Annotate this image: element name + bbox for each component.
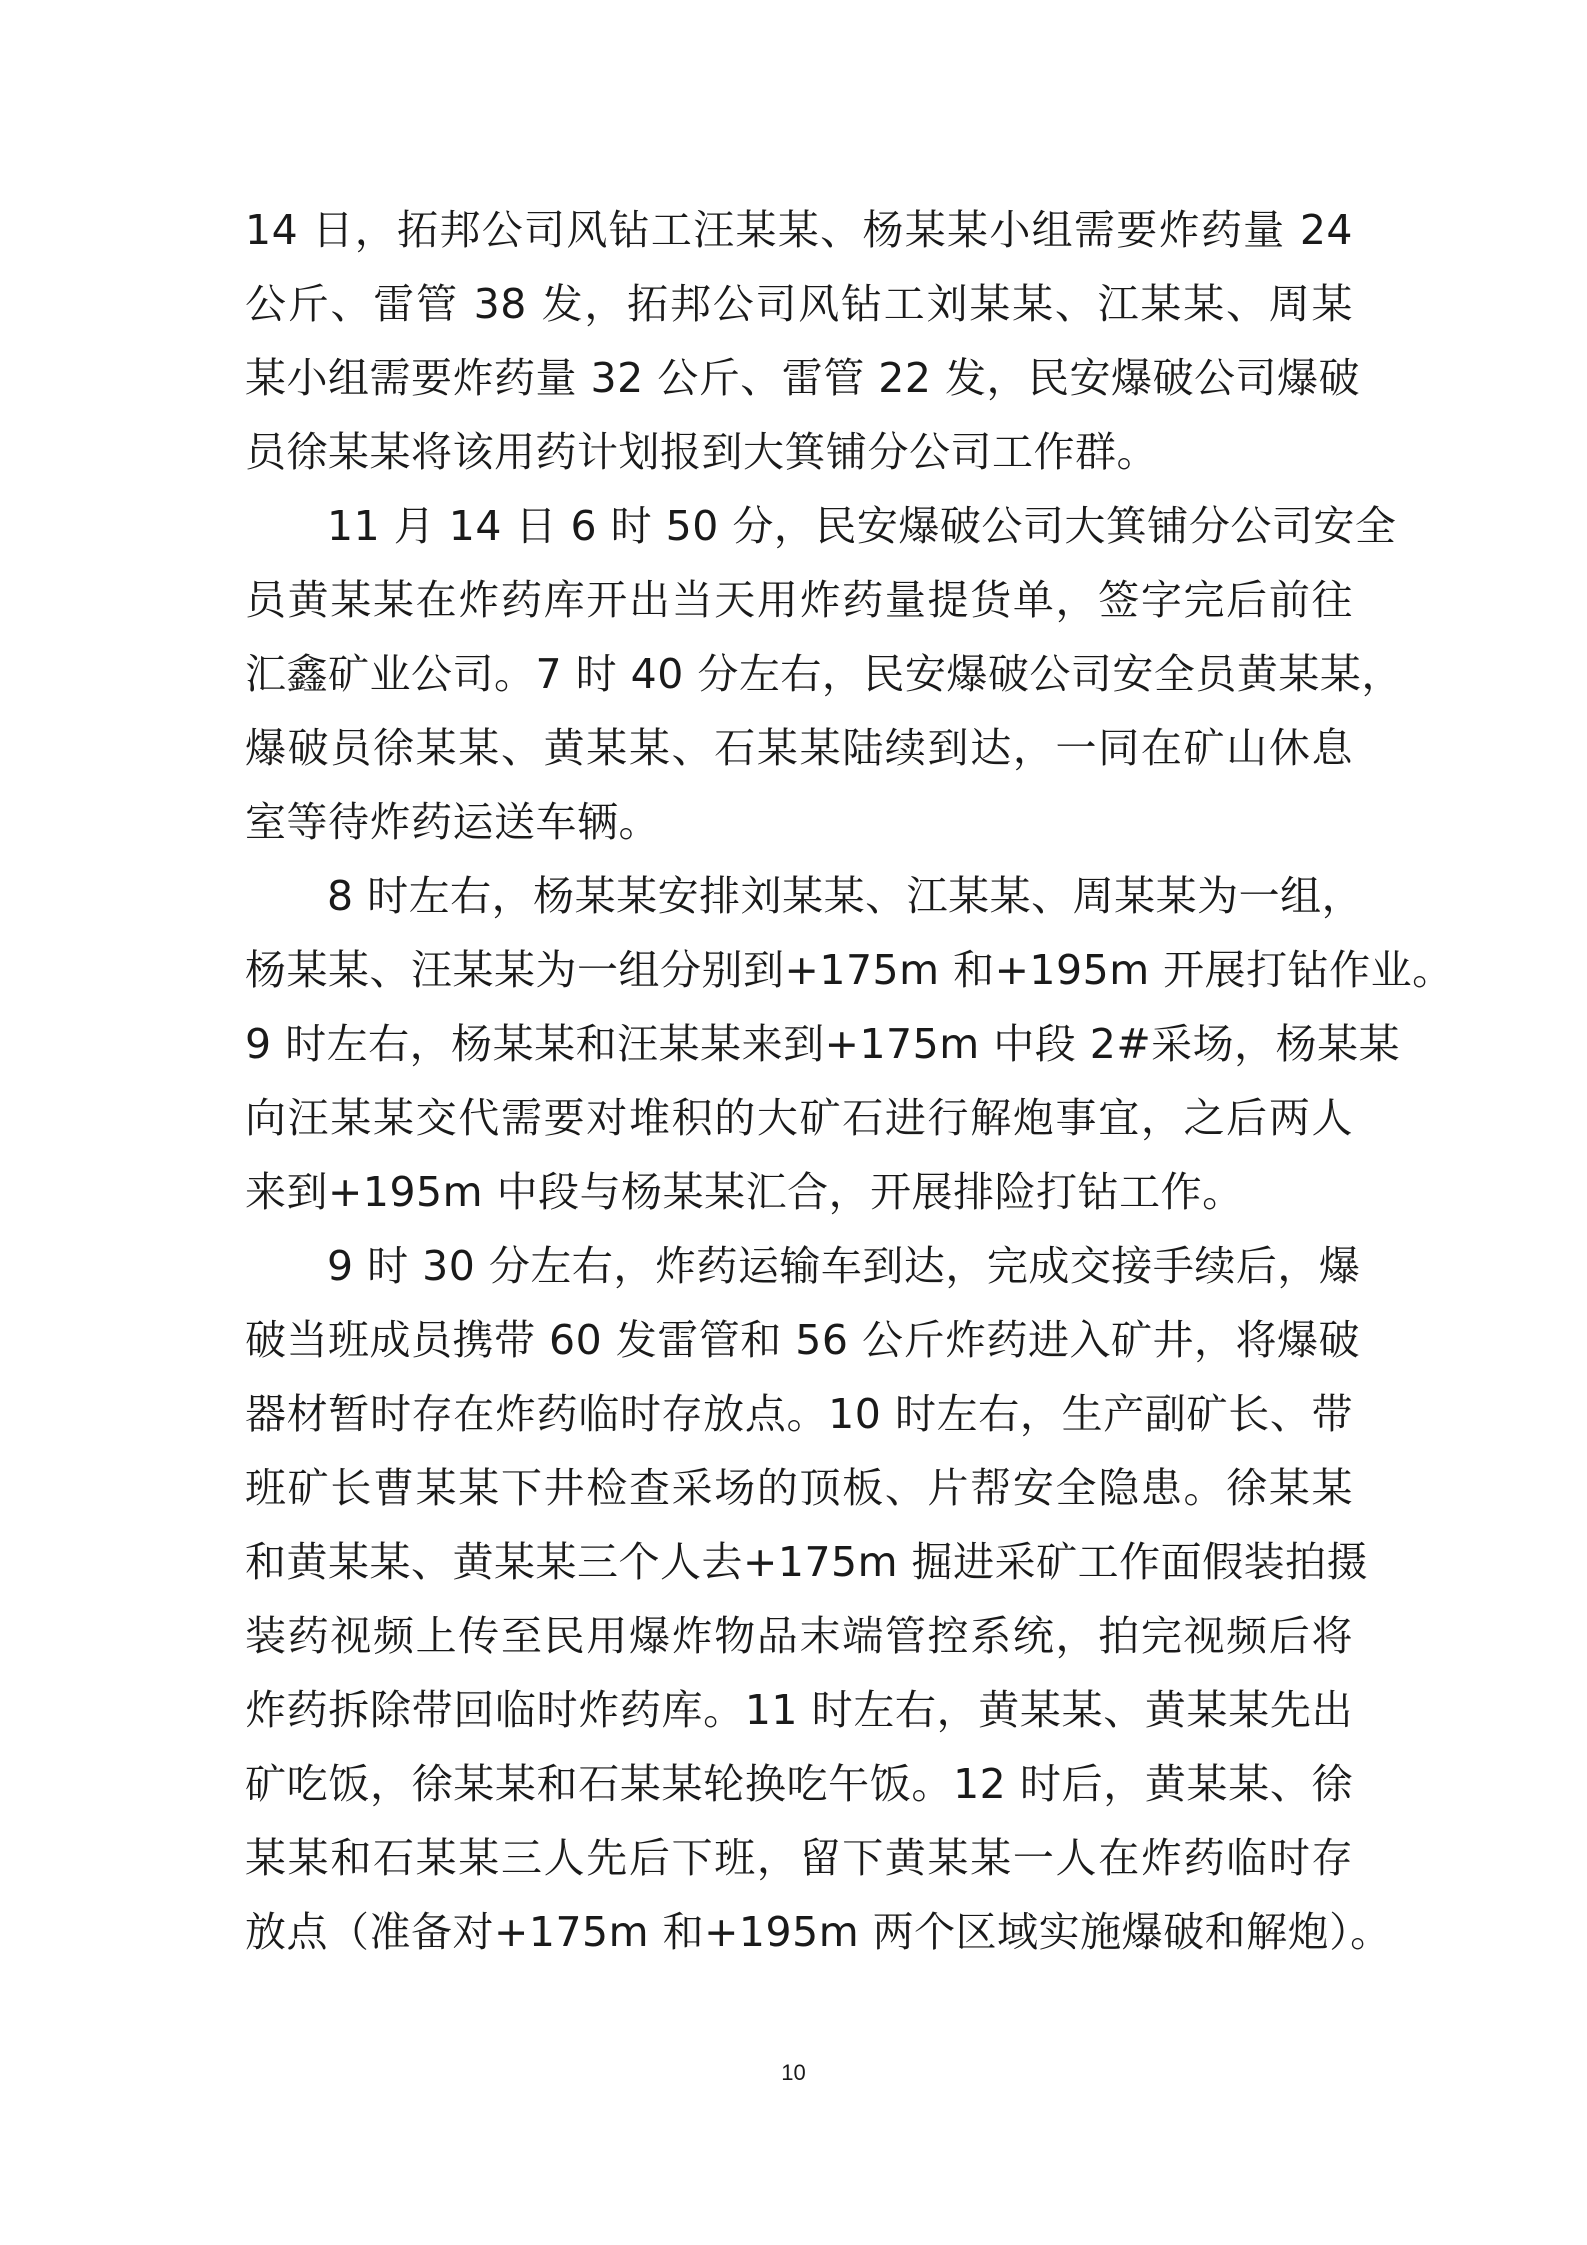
text-line: 矿吃饭，徐某某和石某某轮换吃午饭。12 时后，黄某某、徐 bbox=[245, 1760, 1353, 1808]
text-line: 向汪某某交代需要对堆积的大矿石进行解炮事宜，之后两人 bbox=[245, 1094, 1353, 1142]
text-line: 公斤、雷管 38 发，拓邦公司风钻工刘某某、江某某、周某 bbox=[245, 280, 1353, 328]
page-number: 10 bbox=[781, 2060, 806, 2085]
text-line: 14 日，拓邦公司风钻工汪某某、杨某某小组需要炸药量 24 bbox=[245, 206, 1353, 254]
text-line: 某小组需要炸药量 32 公斤、雷管 22 发，民安爆破公司爆破 bbox=[245, 354, 1360, 402]
text-line: 员徐某某将该用药计划报到大箕铺分公司工作群。 bbox=[245, 428, 1158, 476]
text-line: 破当班成员携带 60 发雷管和 56 公斤炸药进入矿井，将爆破 bbox=[245, 1316, 1360, 1364]
text-line: 员黄某某在炸药库开出当天用炸药量提货单，签字完后前往 bbox=[245, 576, 1353, 624]
text-line: 放点（准备对+175m 和+195m 两个区域实施爆破和解炮）。 bbox=[245, 1908, 1392, 1956]
text-line: 来到+195m 中段与杨某某汇合，开展排险打钻工作。 bbox=[245, 1168, 1244, 1216]
text-line: 室等待炸药运送车辆。 bbox=[245, 798, 660, 846]
text-line: 汇鑫矿业公司。7 时 40 分左右，民安爆破公司安全员黄某某， bbox=[245, 650, 1403, 698]
text-line: 器材暂时存在炸药临时存放点。10 时左右，生产副矿长、带 bbox=[245, 1390, 1353, 1438]
text-line: 8 时左右，杨某某安排刘某某、江某某、周某某为一组， bbox=[327, 872, 1364, 920]
text-line: 9 时 30 分左右，炸药运输车到达，完成交接手续后，爆 bbox=[327, 1242, 1361, 1290]
text-line: 炸药拆除带回临时炸药库。11 时左右，黄某某、黄某某先出 bbox=[245, 1686, 1353, 1734]
text-line: 杨某某、汪某某为一组分别到+175m 和+195m 开展打钻作业。 bbox=[245, 946, 1454, 994]
text-line: 班矿长曹某某下井检查采场的顶板、片帮安全隐患。徐某某 bbox=[245, 1464, 1353, 1512]
text-line: 爆破员徐某某、黄某某、石某某陆续到达，一同在矿山休息 bbox=[245, 724, 1353, 772]
body-text bbox=[245, 193, 1454, 1969]
text-line: 装药视频上传至民用爆炸物品末端管控系统，拍完视频后将 bbox=[245, 1612, 1353, 1660]
text-line: 11 月 14 日 6 时 50 分，民安爆破公司大箕铺分公司安全 bbox=[327, 502, 1397, 550]
text-line: 和黄某某、黄某某三个人去+175m 掘进采矿工作面假装拍摄 bbox=[245, 1538, 1369, 1586]
text-line: 9 时左右，杨某某和汪某某来到+175m 中段 2#采场，杨某某 bbox=[245, 1020, 1401, 1068]
text-line: 某某和石某某三人先后下班，留下黄某某一人在炸药临时存 bbox=[245, 1834, 1353, 1882]
